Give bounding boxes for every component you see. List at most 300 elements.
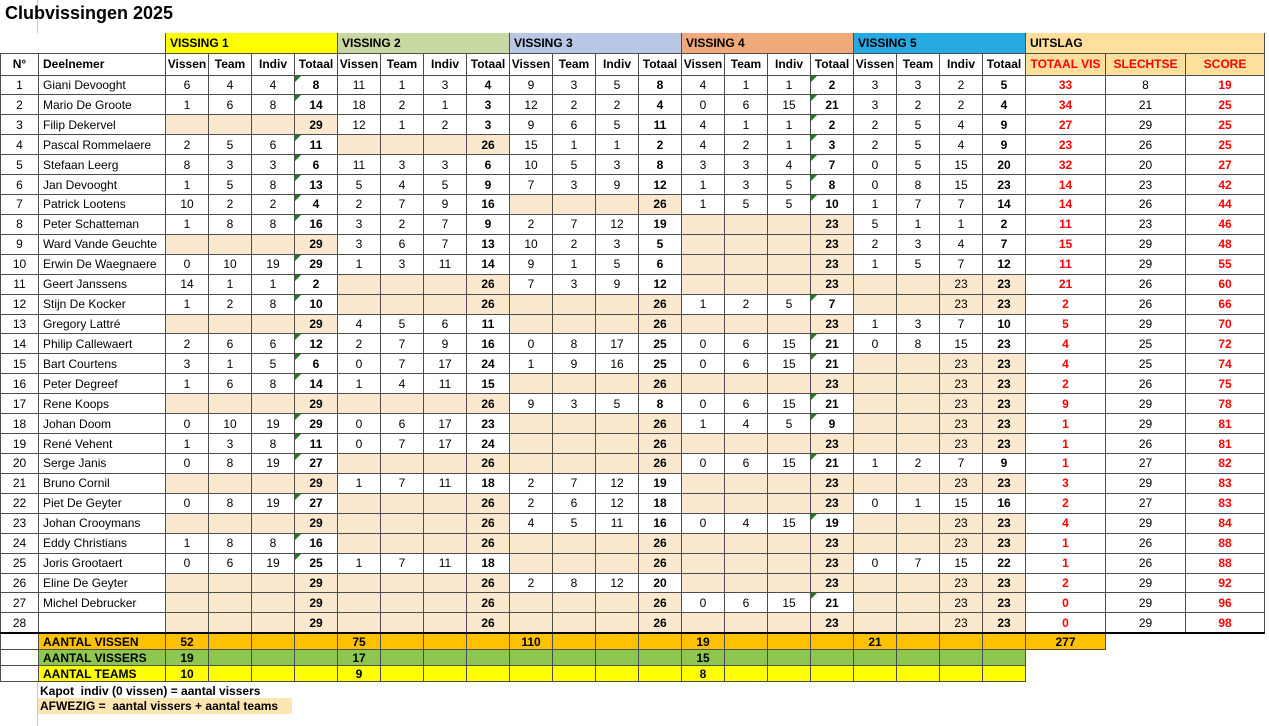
score-cell[interactable]: 9 [983,135,1026,155]
name-cell[interactable]: René Vehent [39,434,166,454]
score-cell[interactable]: 3 [381,155,424,175]
uitslag-cell[interactable]: 26 [1106,434,1186,454]
score-cell[interactable] [682,533,725,553]
sheet-title[interactable]: Clubvissingen 2025 [5,3,174,23]
score-cell[interactable]: 5 [553,513,596,533]
uitslag-cell[interactable]: 92 [1186,573,1265,593]
score-cell[interactable] [682,274,725,294]
score-cell[interactable]: 0 [166,454,209,474]
score-cell[interactable]: 8 [639,394,682,414]
score-cell[interactable]: 29 [295,314,338,334]
score-cell[interactable]: 3 [854,95,897,115]
score-cell[interactable]: 3 [897,314,940,334]
score-cell[interactable]: 26 [467,513,510,533]
score-cell[interactable]: 26 [639,374,682,394]
summary-value-cell[interactable] [424,666,467,682]
score-cell[interactable]: 3 [897,234,940,254]
score-cell[interactable]: 1 [553,254,596,274]
col-header-team[interactable]: Team [897,53,940,75]
score-cell[interactable] [510,414,553,434]
score-cell[interactable]: 21 [811,593,854,613]
score-cell[interactable]: 4 [639,95,682,115]
score-cell[interactable]: 5 [854,214,897,234]
score-cell[interactable]: 3 [596,234,639,254]
score-cell[interactable]: 23 [811,613,854,633]
score-cell[interactable]: 23 [940,354,983,374]
score-cell[interactable] [725,533,768,553]
score-cell[interactable] [682,214,725,234]
score-cell[interactable]: 23 [983,473,1026,493]
summary-value-cell[interactable] [768,650,811,666]
summary-value-cell[interactable]: 75 [338,633,381,650]
uitslag-cell[interactable]: 27 [1186,155,1265,175]
score-cell[interactable]: 0 [166,553,209,573]
score-cell[interactable]: 18 [467,553,510,573]
score-cell[interactable]: 7 [940,454,983,474]
score-cell[interactable]: 5 [252,354,295,374]
score-cell[interactable] [682,434,725,454]
score-cell[interactable] [725,613,768,633]
score-cell[interactable]: 1 [381,115,424,135]
score-cell[interactable] [338,533,381,553]
score-cell[interactable]: 26 [639,414,682,434]
summary-value-cell[interactable] [639,650,682,666]
score-cell[interactable]: 29 [295,115,338,135]
score-cell[interactable] [596,593,639,613]
name-cell[interactable]: Stijn De Kocker [39,294,166,314]
score-cell[interactable]: 3 [725,175,768,195]
score-cell[interactable]: 27 [295,454,338,474]
score-cell[interactable] [854,533,897,553]
score-cell[interactable]: 23 [983,434,1026,454]
name-cell[interactable]: Philip Callewaert [39,334,166,354]
score-cell[interactable]: 2 [596,95,639,115]
name-cell[interactable]: Pascal Rommelaere [39,135,166,155]
score-cell[interactable]: 1 [209,354,252,374]
score-cell[interactable] [553,414,596,434]
score-cell[interactable]: 2 [338,195,381,215]
score-cell[interactable]: 26 [639,314,682,334]
score-cell[interactable]: 2 [940,75,983,95]
uitslag-cell[interactable]: 4 [1026,354,1106,374]
score-cell[interactable]: 5 [725,195,768,215]
score-cell[interactable]: 1 [553,135,596,155]
score-cell[interactable]: 24 [467,434,510,454]
summary-value-cell[interactable] [897,666,940,682]
uitslag-cell[interactable]: 11 [1026,254,1106,274]
score-cell[interactable]: 0 [338,354,381,374]
score-cell[interactable] [725,234,768,254]
score-cell[interactable]: 27 [295,493,338,513]
score-cell[interactable]: 1 [166,434,209,454]
score-cell[interactable] [553,593,596,613]
score-cell[interactable]: 1 [596,135,639,155]
score-cell[interactable]: 7 [381,553,424,573]
score-cell[interactable] [725,274,768,294]
score-cell[interactable]: 19 [252,553,295,573]
summary-value-cell[interactable] [553,650,596,666]
score-cell[interactable]: 9 [596,274,639,294]
score-cell[interactable] [510,195,553,215]
score-cell[interactable]: 24 [467,354,510,374]
score-cell[interactable]: 15 [768,394,811,414]
score-cell[interactable]: 1 [424,95,467,115]
uitslag-cell[interactable]: 2 [1026,493,1106,513]
score-cell[interactable] [381,274,424,294]
score-cell[interactable] [510,533,553,553]
score-cell[interactable]: 5 [553,155,596,175]
score-cell[interactable]: 7 [381,473,424,493]
col-header-vissen[interactable]: Vissen [510,53,553,75]
col-header-indiv[interactable]: Indiv [424,53,467,75]
note-afwezig-text[interactable]: AFWEZIG = aantal vissers + aantal teams [38,698,292,714]
score-cell[interactable]: 21 [811,334,854,354]
score-cell[interactable]: 6 [295,155,338,175]
score-cell[interactable]: 9 [510,115,553,135]
uitslag-cell[interactable]: 26 [1106,195,1186,215]
uitslag-cell[interactable]: 29 [1106,513,1186,533]
uitslag-cell[interactable]: 27 [1106,493,1186,513]
score-cell[interactable] [424,513,467,533]
score-cell[interactable]: 1 [854,454,897,474]
col-header-indiv[interactable]: Indiv [252,53,295,75]
score-cell[interactable]: 8 [897,175,940,195]
score-cell[interactable]: 3 [897,75,940,95]
summary-value-cell[interactable] [381,666,424,682]
summary-value-cell[interactable] [854,650,897,666]
summary-value-cell[interactable]: 8 [682,666,725,682]
col-header-totaal[interactable]: Totaal [983,53,1026,75]
uitslag-cell[interactable]: 33 [1026,75,1106,95]
score-cell[interactable]: 0 [510,334,553,354]
score-cell[interactable]: 1 [166,175,209,195]
uitslag-cell[interactable]: 88 [1186,553,1265,573]
score-cell[interactable] [424,454,467,474]
score-cell[interactable]: 23 [940,533,983,553]
col-header-team[interactable]: Team [209,53,252,75]
score-cell[interactable] [209,394,252,414]
score-cell[interactable] [209,613,252,633]
score-cell[interactable]: 23 [940,434,983,454]
uitslag-cell[interactable]: 3 [1026,473,1106,493]
group-header-vissing-1[interactable]: VISSING 1 [166,33,338,53]
score-cell[interactable]: 15 [768,334,811,354]
summary-value-cell[interactable] [639,633,682,650]
score-cell[interactable]: 6 [209,334,252,354]
score-cell[interactable] [381,394,424,414]
uitslag-cell[interactable]: 26 [1106,135,1186,155]
score-cell[interactable]: 19 [252,454,295,474]
uitslag-cell[interactable]: 2 [1026,374,1106,394]
score-cell[interactable]: 23 [983,354,1026,374]
score-cell[interactable]: 6 [209,374,252,394]
summary-label-cell[interactable]: AANTAL VISSEN [39,633,166,650]
score-cell[interactable]: 1 [338,254,381,274]
score-cell[interactable] [897,473,940,493]
score-cell[interactable]: 11 [639,115,682,135]
score-cell[interactable]: 23 [811,274,854,294]
score-cell[interactable]: 5 [768,175,811,195]
col-header-vissen[interactable]: Vissen [682,53,725,75]
score-cell[interactable] [424,593,467,613]
score-cell[interactable]: 20 [639,573,682,593]
score-cell[interactable]: 8 [252,434,295,454]
score-cell[interactable]: 26 [639,593,682,613]
score-cell[interactable] [897,294,940,314]
score-cell[interactable] [768,234,811,254]
summary-value-cell[interactable] [209,666,252,682]
score-cell[interactable]: 3 [424,75,467,95]
score-cell[interactable]: 1 [854,195,897,215]
score-cell[interactable]: 15 [940,493,983,513]
score-cell[interactable] [553,374,596,394]
uitslag-cell[interactable]: 46 [1186,214,1265,234]
score-cell[interactable]: 12 [596,473,639,493]
uitslag-cell[interactable]: 0 [1026,593,1106,613]
uitslag-cell[interactable]: 15 [1026,234,1106,254]
name-cell[interactable]: Michel Debrucker [39,593,166,613]
score-cell[interactable]: 6 [553,115,596,135]
score-cell[interactable] [166,613,209,633]
score-cell[interactable]: 15 [467,374,510,394]
score-cell[interactable]: 0 [682,394,725,414]
score-cell[interactable] [209,314,252,334]
score-cell[interactable] [553,314,596,334]
score-cell[interactable]: 10 [510,155,553,175]
score-cell[interactable] [553,294,596,314]
nr-cell[interactable]: 28 [1,613,39,633]
group-header-uitslag[interactable]: UITSLAG [1026,33,1265,53]
score-cell[interactable]: 5 [768,414,811,434]
score-cell[interactable] [338,294,381,314]
score-cell[interactable]: 10 [510,234,553,254]
score-cell[interactable]: 26 [639,195,682,215]
score-cell[interactable]: 1 [682,294,725,314]
score-cell[interactable]: 29 [295,613,338,633]
uitslag-cell[interactable]: 21 [1026,274,1106,294]
score-cell[interactable]: 16 [295,533,338,553]
score-cell[interactable]: 1 [682,414,725,434]
score-cell[interactable]: 6 [295,354,338,374]
score-cell[interactable]: 6 [467,155,510,175]
name-cell[interactable]: Eline De Geyter [39,573,166,593]
score-cell[interactable]: 12 [338,115,381,135]
score-cell[interactable] [553,454,596,474]
score-cell[interactable] [596,374,639,394]
score-cell[interactable] [682,234,725,254]
uitslag-cell[interactable]: 83 [1186,493,1265,513]
score-cell[interactable]: 12 [295,334,338,354]
score-cell[interactable]: 1 [768,135,811,155]
score-cell[interactable] [897,613,940,633]
score-cell[interactable]: 8 [639,155,682,175]
score-cell[interactable]: 7 [940,314,983,334]
score-cell[interactable] [338,593,381,613]
score-cell[interactable]: 4 [682,115,725,135]
score-cell[interactable] [682,553,725,573]
score-cell[interactable]: 6 [252,334,295,354]
score-cell[interactable]: 23 [940,593,983,613]
summary-value-cell[interactable]: 52 [166,633,209,650]
uitslag-cell[interactable]: 9 [1026,394,1106,414]
score-cell[interactable]: 26 [467,613,510,633]
score-cell[interactable]: 8 [209,454,252,474]
score-cell[interactable]: 1 [166,533,209,553]
score-cell[interactable]: 3 [682,155,725,175]
score-cell[interactable]: 15 [768,454,811,474]
score-cell[interactable]: 23 [940,414,983,434]
score-cell[interactable]: 15 [940,334,983,354]
score-cell[interactable] [209,593,252,613]
uitslag-cell[interactable]: 48 [1186,234,1265,254]
score-cell[interactable]: 1 [252,274,295,294]
score-cell[interactable]: 26 [467,573,510,593]
score-cell[interactable]: 23 [811,553,854,573]
nr-cell[interactable]: 12 [1,294,39,314]
score-cell[interactable]: 1 [510,354,553,374]
col-header-indiv[interactable]: Indiv [768,53,811,75]
score-cell[interactable]: 15 [510,135,553,155]
score-cell[interactable]: 23 [811,493,854,513]
score-cell[interactable]: 7 [381,334,424,354]
score-cell[interactable]: 2 [209,294,252,314]
summary-value-cell[interactable] [209,650,252,666]
score-cell[interactable] [338,274,381,294]
score-cell[interactable]: 2 [983,214,1026,234]
score-cell[interactable] [338,454,381,474]
score-cell[interactable] [166,234,209,254]
summary-value-cell[interactable] [940,666,983,682]
score-cell[interactable]: 8 [295,75,338,95]
score-cell[interactable]: 23 [983,175,1026,195]
score-cell[interactable]: 2 [166,135,209,155]
nr-cell[interactable]: 2 [1,95,39,115]
uitslag-cell[interactable]: 26 [1106,533,1186,553]
score-cell[interactable] [510,374,553,394]
score-cell[interactable]: 11 [424,473,467,493]
score-cell[interactable]: 23 [983,593,1026,613]
nr-cell[interactable]: 4 [1,135,39,155]
score-cell[interactable]: 1 [725,75,768,95]
score-cell[interactable]: 7 [510,274,553,294]
score-cell[interactable]: 9 [510,394,553,414]
score-cell[interactable]: 13 [295,175,338,195]
score-cell[interactable]: 1 [768,115,811,135]
score-cell[interactable]: 23 [940,513,983,533]
name-cell[interactable]: Jan Devooght [39,175,166,195]
score-cell[interactable] [252,234,295,254]
uitslag-cell[interactable]: 78 [1186,394,1265,414]
score-cell[interactable]: 5 [596,75,639,95]
summary-value-cell[interactable] [510,666,553,682]
score-cell[interactable]: 0 [166,414,209,434]
col-header-slechtse[interactable]: SLECHTSE [1106,53,1186,75]
score-cell[interactable]: 23 [983,414,1026,434]
score-cell[interactable] [596,454,639,474]
score-cell[interactable]: 5 [768,294,811,314]
name-cell[interactable]: Serge Janis [39,454,166,474]
score-cell[interactable]: 5 [983,75,1026,95]
score-cell[interactable]: 26 [639,553,682,573]
nr-cell[interactable]: 27 [1,593,39,613]
score-cell[interactable]: 17 [424,414,467,434]
score-cell[interactable]: 2 [381,95,424,115]
score-cell[interactable]: 7 [897,195,940,215]
score-cell[interactable]: 2 [166,334,209,354]
nr-cell[interactable]: 21 [1,473,39,493]
score-cell[interactable]: 2 [510,573,553,593]
score-cell[interactable]: 23 [983,533,1026,553]
score-cell[interactable]: 2 [854,115,897,135]
uitslag-cell[interactable]: 5 [1026,314,1106,334]
score-cell[interactable]: 1 [338,553,381,573]
score-cell[interactable]: 4 [338,314,381,334]
summary-value-cell[interactable] [553,666,596,682]
score-cell[interactable] [854,593,897,613]
summary-value-cell[interactable] [252,633,295,650]
score-cell[interactable] [252,314,295,334]
score-cell[interactable]: 23 [811,573,854,593]
uitslag-cell[interactable]: 1 [1026,434,1106,454]
score-cell[interactable] [596,414,639,434]
score-cell[interactable]: 5 [897,115,940,135]
score-cell[interactable]: 12 [639,175,682,195]
name-cell[interactable]: Rene Koops [39,394,166,414]
score-cell[interactable] [424,613,467,633]
score-cell[interactable] [381,533,424,553]
score-cell[interactable]: 21 [811,394,854,414]
score-cell[interactable]: 5 [596,394,639,414]
score-cell[interactable] [682,374,725,394]
score-cell[interactable]: 17 [424,434,467,454]
score-cell[interactable] [897,434,940,454]
score-cell[interactable]: 1 [166,294,209,314]
score-cell[interactable]: 23 [983,513,1026,533]
score-cell[interactable]: 16 [983,493,1026,513]
score-cell[interactable]: 29 [295,234,338,254]
score-cell[interactable]: 9 [983,454,1026,474]
score-cell[interactable] [510,613,553,633]
summary-value-cell[interactable] [940,633,983,650]
score-cell[interactable] [553,613,596,633]
score-cell[interactable]: 23 [983,394,1026,414]
score-cell[interactable] [510,454,553,474]
score-cell[interactable]: 8 [811,175,854,195]
summary-value-cell[interactable] [725,666,768,682]
score-cell[interactable]: 4 [209,75,252,95]
score-cell[interactable] [424,573,467,593]
score-cell[interactable]: 3 [338,214,381,234]
nr-cell[interactable]: 26 [1,573,39,593]
score-cell[interactable]: 2 [854,135,897,155]
score-cell[interactable]: 2 [811,115,854,135]
nr-cell[interactable]: 17 [1,394,39,414]
score-cell[interactable]: 11 [424,374,467,394]
summary-value-cell[interactable] [811,650,854,666]
score-cell[interactable]: 26 [467,493,510,513]
score-cell[interactable] [768,493,811,513]
nr-cell[interactable]: 23 [1,513,39,533]
uitslag-cell[interactable]: 96 [1186,593,1265,613]
score-cell[interactable]: 13 [467,234,510,254]
score-cell[interactable]: 29 [295,473,338,493]
score-cell[interactable] [768,573,811,593]
score-cell[interactable]: 26 [467,294,510,314]
score-cell[interactable]: 5 [381,314,424,334]
score-cell[interactable] [424,274,467,294]
score-cell[interactable]: 8 [252,374,295,394]
score-cell[interactable]: 26 [467,593,510,613]
